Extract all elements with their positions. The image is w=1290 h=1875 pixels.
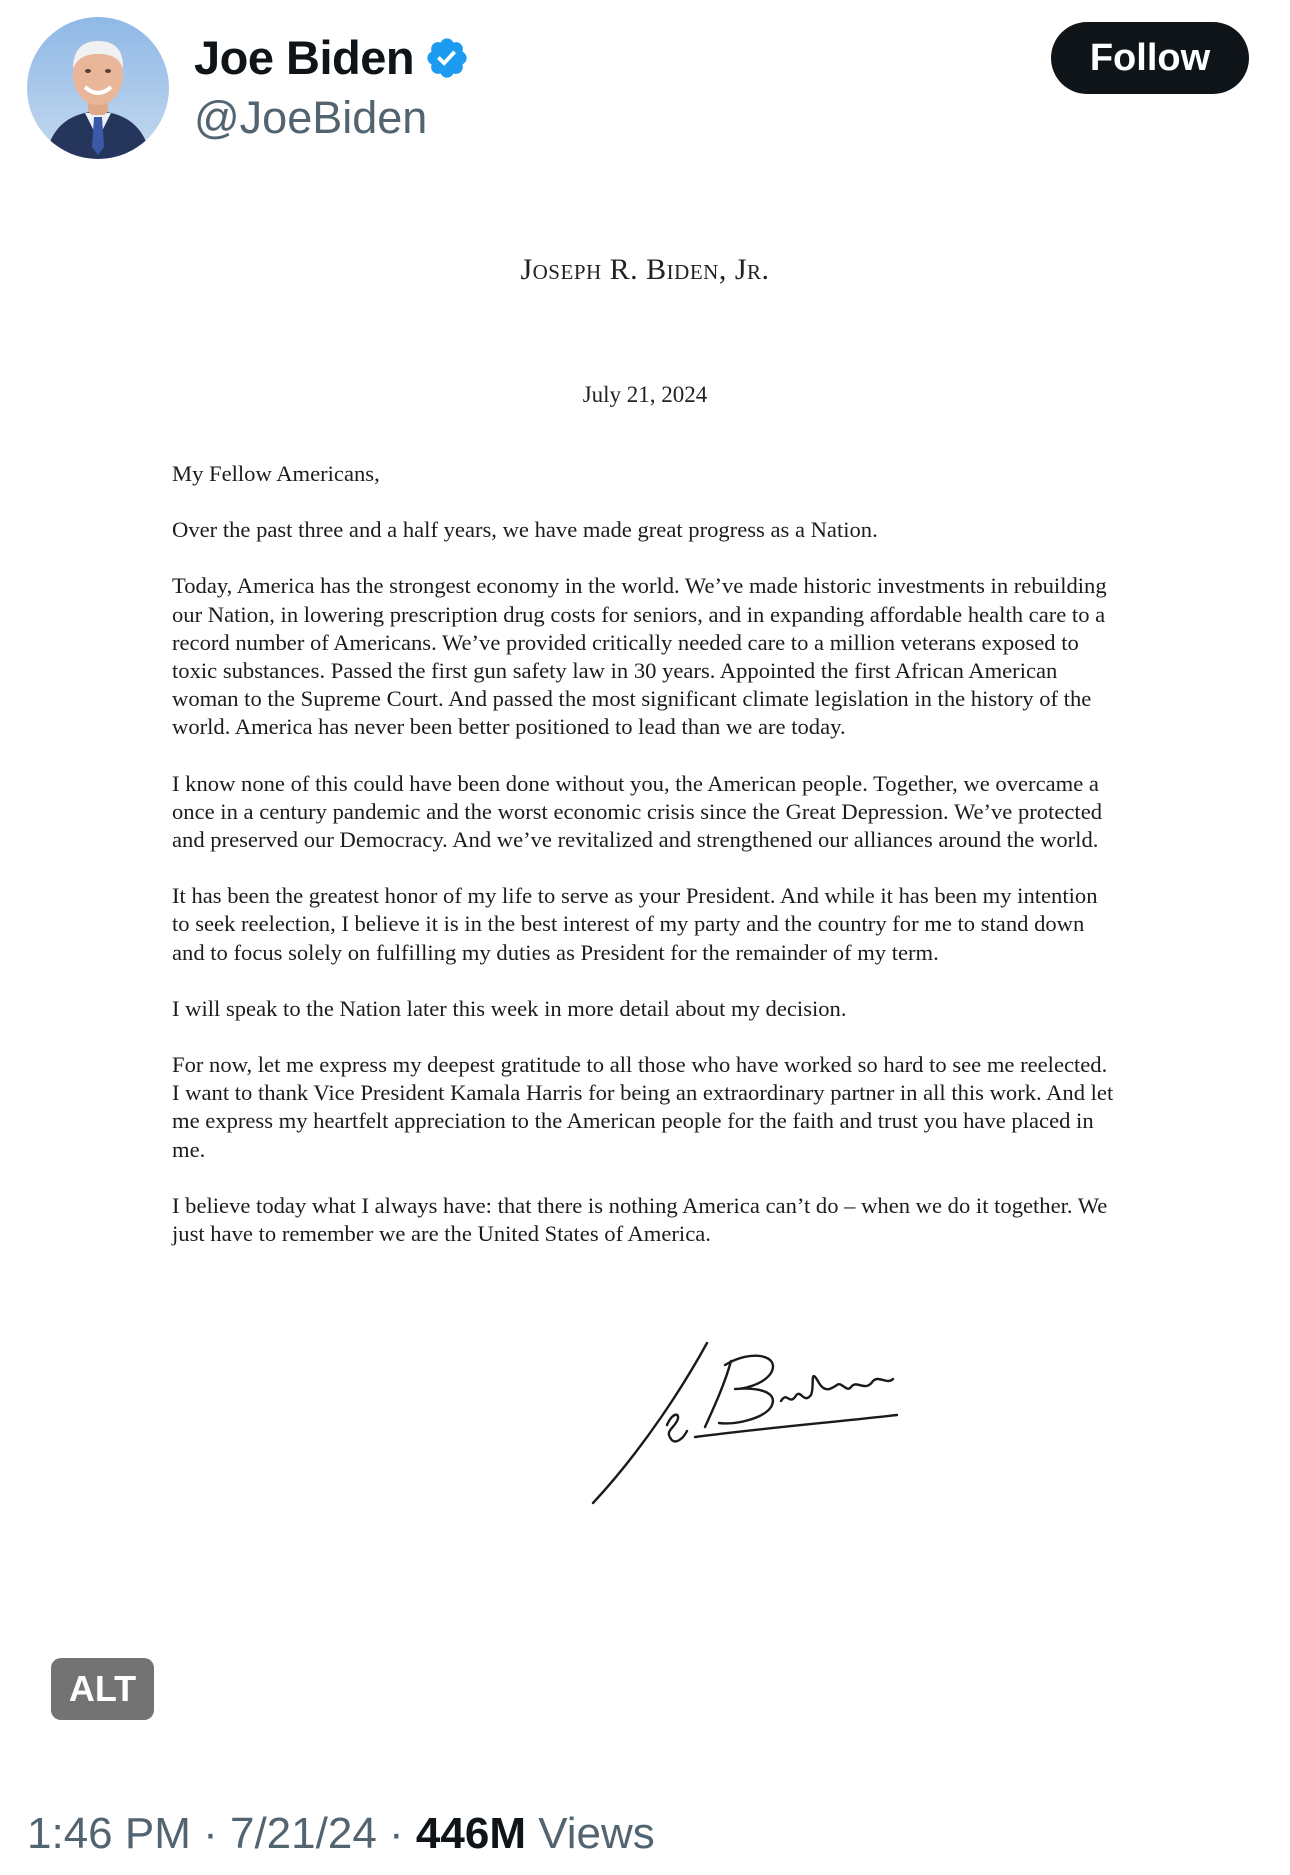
tweet-date[interactable]: 7/21/24 [229,1809,377,1858]
views-label: Views [538,1809,655,1858]
letter-paragraph: Over the past three and a half years, we have made great progress as a Nation. [172,517,878,543]
letter-paragraph: I believe today what I always have: that there is nothing America can’t do – when we do it together. We just have to remember we are the United States of America. [172,1192,1108,1247]
avatar-photo [27,17,169,159]
display-name[interactable]: Joe Biden [194,31,415,84]
letter-paragraph: I know none of this could have been done without you, the American people. Together, we overcame a once in a century pandemic and the worst economic crisis since the Great Depression. We’ve protected and preserved our Democracy. And we’ve revitalized and strengthened our alliances around the world. [172,770,1103,853]
tweet-header [0,0,1290,170]
letterhead: Joseph R. Biden, Jr. [520,253,770,286]
author-handle[interactable]: @JoeBiden [194,92,428,143]
views-count[interactable]: 446M [415,1809,526,1858]
tweet-media-image[interactable] [0,175,1290,1745]
verified-badge-icon [424,35,470,81]
letter-paragraph: It has been the greatest honor of my life to serve as your President. And while it has been my intention to seek reelection, I believe it is in the best interest of my party and the country for me to stand down and to focus solely on fulfilling my duties as President for the remainder of my term. [172,883,1098,965]
tweet-time[interactable]: 1:46 PM [27,1809,191,1858]
handwritten-signature [575,1335,915,1505]
avatar[interactable] [27,17,169,159]
letter [0,175,1290,1745]
follow-button[interactable]: Follow [1051,22,1249,94]
letter-salutation: My Fellow Americans, [172,461,380,486]
letter-paragraph: I will speak to the Nation later this week in more detail about my decision. [172,995,847,1021]
alt-text-button[interactable]: ALT [51,1658,154,1720]
letter-paragraph: For now, let me express my deepest gratitude to all those who have worked so hard to see me reelected. I want to thank Vice President Kamala Harris for being an extraordinary partner in all this work. And let me express my heartfelt appreciation to the American people for the faith and trust you have placed in me. [172,1052,1114,1162]
letter-paragraph: Today, America has the strongest economy in the world. We’ve made historic investments in rebuilding our Nation, in lowering prescription drug costs for seniors, and in expanding affordable health care to a record number of Americans. We’ve provided critically needed care to a million veterans exposed to toxic substances. Passed the first gun safety law in 30 years. Appointed the first African American woman to the Supreme Court. And passed the most significant climate legislation in the history of the world. America has never been better positioned to lead than we are today. [172,573,1107,740]
letter-date: July 21, 2024 [582,382,708,407]
author-name-row [194,28,470,88]
meta-separator: · [190,1809,230,1858]
meta-separator: · [376,1809,416,1858]
tweet-meta [27,1806,655,1862]
letter-body [172,460,1117,1276]
